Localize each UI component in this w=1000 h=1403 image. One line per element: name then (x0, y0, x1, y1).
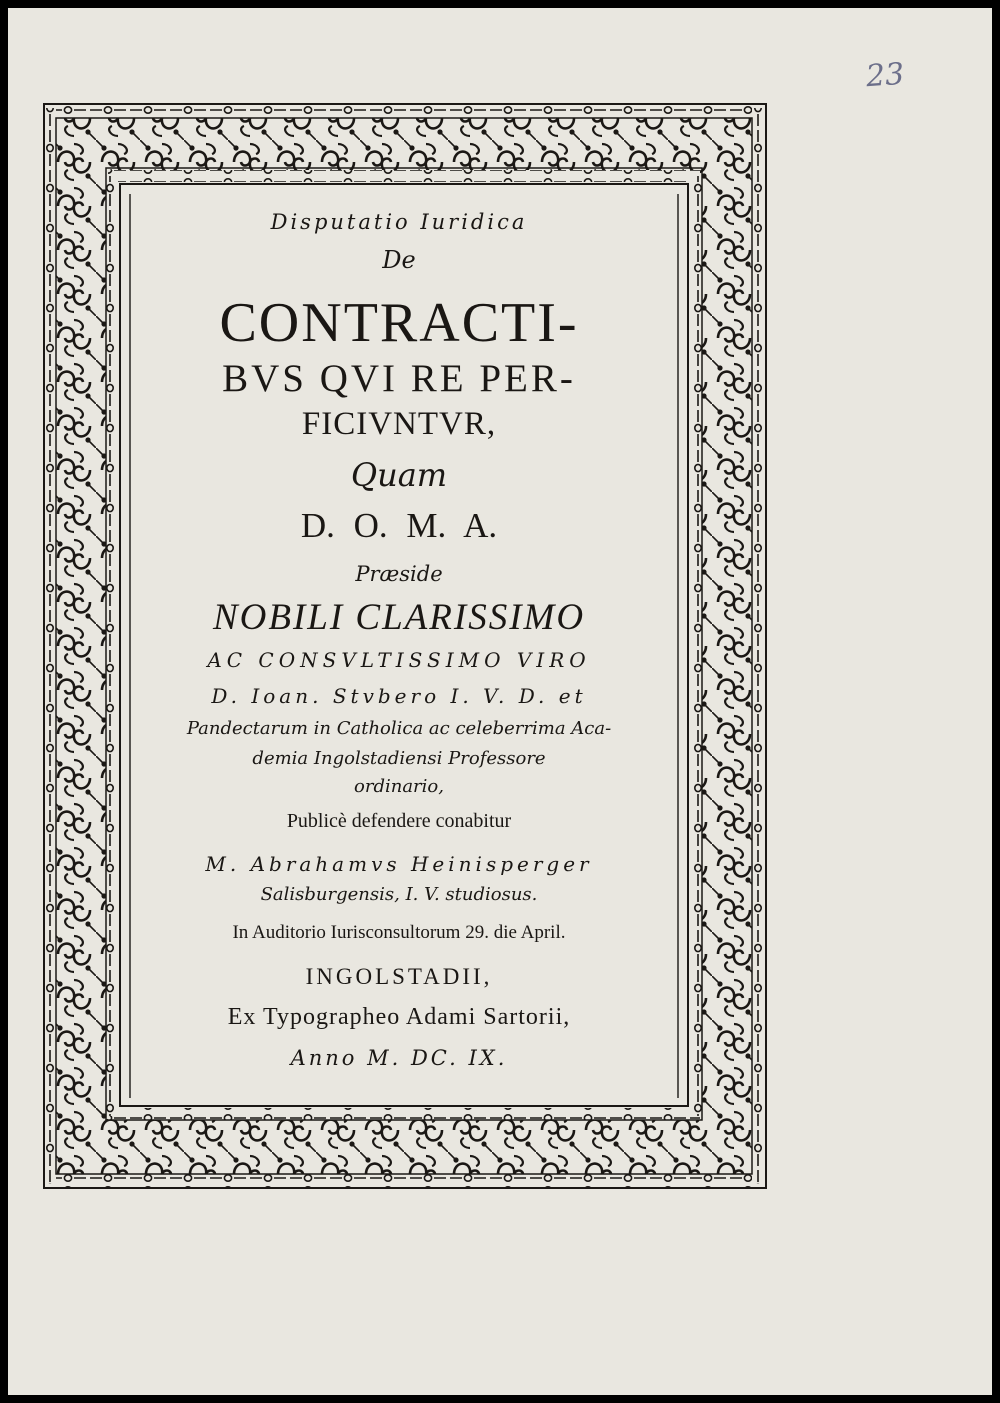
title-line-2: BVS QVI RE PER- (222, 357, 576, 400)
quam-line: Quam (350, 456, 448, 494)
respondens-line-1: M. Abrahamvs Heinisperger (205, 852, 593, 876)
heading: Disputatio Iuridica (270, 210, 528, 234)
praeside-line: Præside (355, 562, 443, 586)
scanned-page (8, 8, 992, 1395)
praeses-line-3: D. Ioan. Stvbero I. V. D. et (211, 684, 587, 708)
praeses-line-1: NOBILI CLARISSIMO (212, 597, 586, 638)
paper-sheet (8, 8, 992, 1395)
praeses-line-4: Pandectarum in Catholica ac celeberrima Aca- (186, 718, 612, 739)
imprint-printer: Ex Typographeo Adami Sartorii, (227, 1004, 571, 1030)
respondens-line-2: Salisburgensis, I. V. studiosus. (260, 884, 538, 905)
title-line-1: CONTRACTI- (219, 292, 579, 354)
title-line-3: FICIVNTVR, (301, 406, 497, 442)
praeses-line-5: demia Ingolstadiensi Professore (252, 748, 546, 769)
auditorio-line: In Auditorio Iurisconsultorum 29. die April. (232, 922, 566, 943)
de-line: De (382, 246, 416, 274)
praeses-line-6: ordinario, (354, 776, 444, 797)
praeses-line-2: AC CONSVLTISSIMO VIRO (207, 648, 591, 672)
handwritten-page-number: 23 (864, 56, 906, 95)
title-text-block (132, 196, 666, 1076)
imprint-year: Anno M. DC. IX. (290, 1046, 508, 1070)
imprint-place: INGOLSTADII, (305, 964, 493, 989)
doma-line: D. O. M. A. (300, 506, 498, 545)
defendere-line: Publicè defendere conabitur (286, 810, 512, 832)
